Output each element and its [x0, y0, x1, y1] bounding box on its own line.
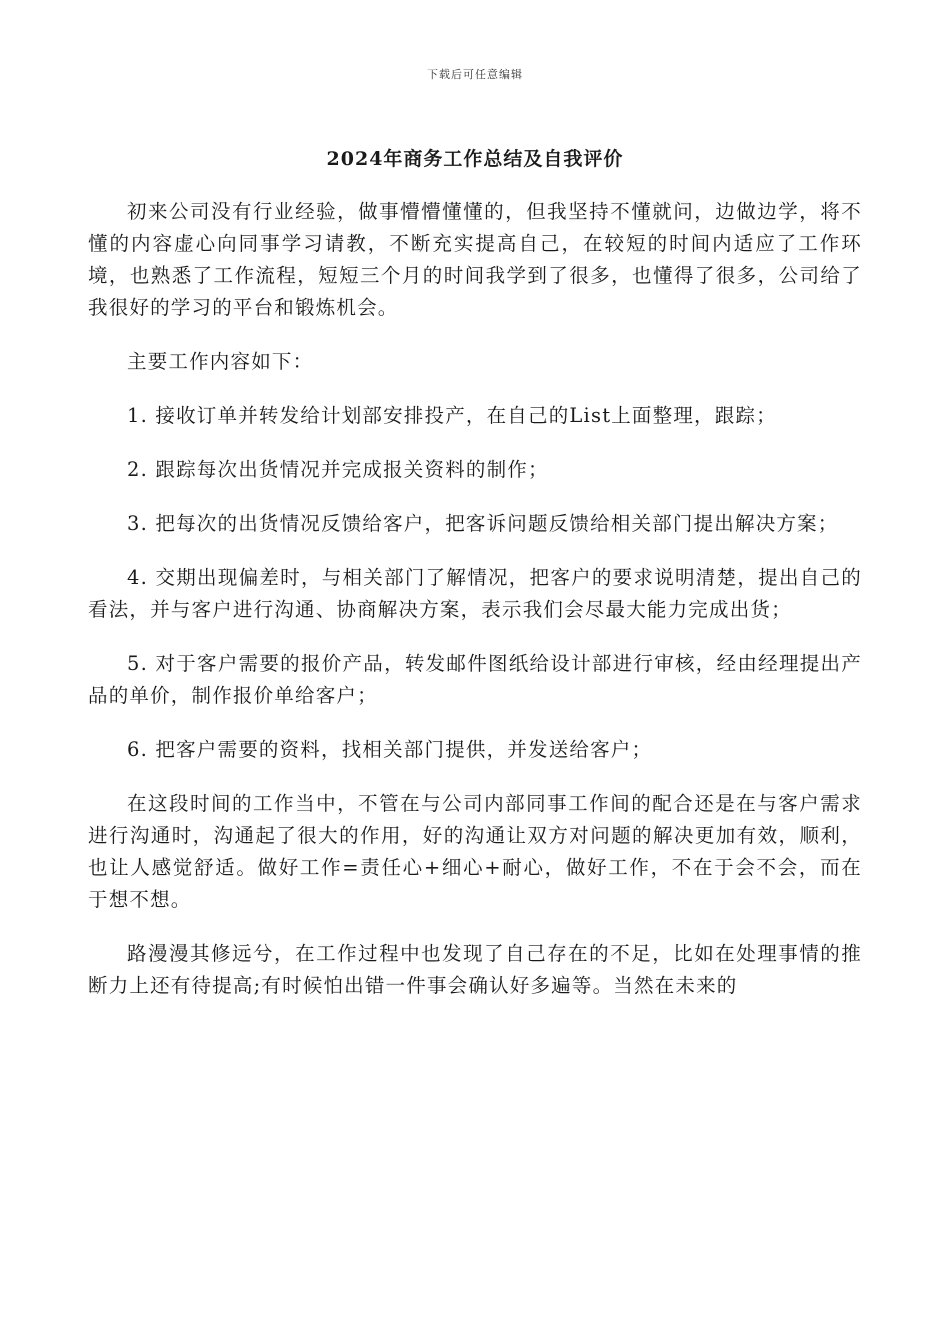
document-body [88, 196, 862, 1024]
paragraph-item-2: 2. 跟踪每次出货情况并完成报关资料的制作； [127, 458, 549, 481]
paragraph-item-1: 1. 接收订单并转发给计划部安排投产，在自己的List上面整理，跟踪； [127, 404, 777, 427]
paragraph-item-4: 4. 交期出现偏差时，与相关部门了解情况，把客户的要求说明清楚，提出自己的看法，并与客户进行沟通、协商解决方案，表示我们会尽最大能力完成出货； [88, 566, 862, 621]
paragraph-item-5: 5. 对于客户需要的报价产品，转发邮件图纸给设计部进行审核，经由经理提出产品的单价，制作报价单给客户； [88, 652, 862, 707]
paragraph-communication: 在这段时间的工作当中，不管在与公司内部同事工作间的配合还是在与客户需求进行沟通时，沟通起了很大的作用，好的沟通让双方对问题的解决更加有效，顺利，也让人感觉舒适。做好工作=责任心+细心+耐心，做好工作，不在于会不会，而在于想不想。 [88, 792, 862, 911]
paragraph-item-6: 6. 把客户需要的资料，找相关部门提供，并发送给客户； [127, 738, 653, 761]
document-title: 2024年商务工作总结及自我评价 [326, 148, 624, 170]
paragraph-intro: 初来公司没有行业经验，做事懵懵懂懂的，但我坚持不懂就问，边做边学，将不懂的内容虚心向同事学习请教，不断充实提高自己，在较短的时间内适应了工作环境，也熟悉了工作流程，短短三个月的时间我学到了很多，也懂得了很多，公司给了我很好的学习的平台和锻炼机会。 [88, 200, 862, 319]
header-note: 下载后可任意编辑 [427, 68, 523, 81]
paragraph-item-3: 3. 把每次的出货情况反馈给客户，把客诉问题反馈给相关部门提出解决方案； [127, 512, 839, 535]
paragraph-shortcomings: 路漫漫其修远兮，在工作过程中也发现了自己存在的不足，比如在处理事情的推断力上还有待提高;有时候怕出错一件事会确认好多遍等。当然在未来的 [88, 942, 862, 997]
paragraph-work-heading: 主要工作内容如下： [127, 350, 314, 373]
